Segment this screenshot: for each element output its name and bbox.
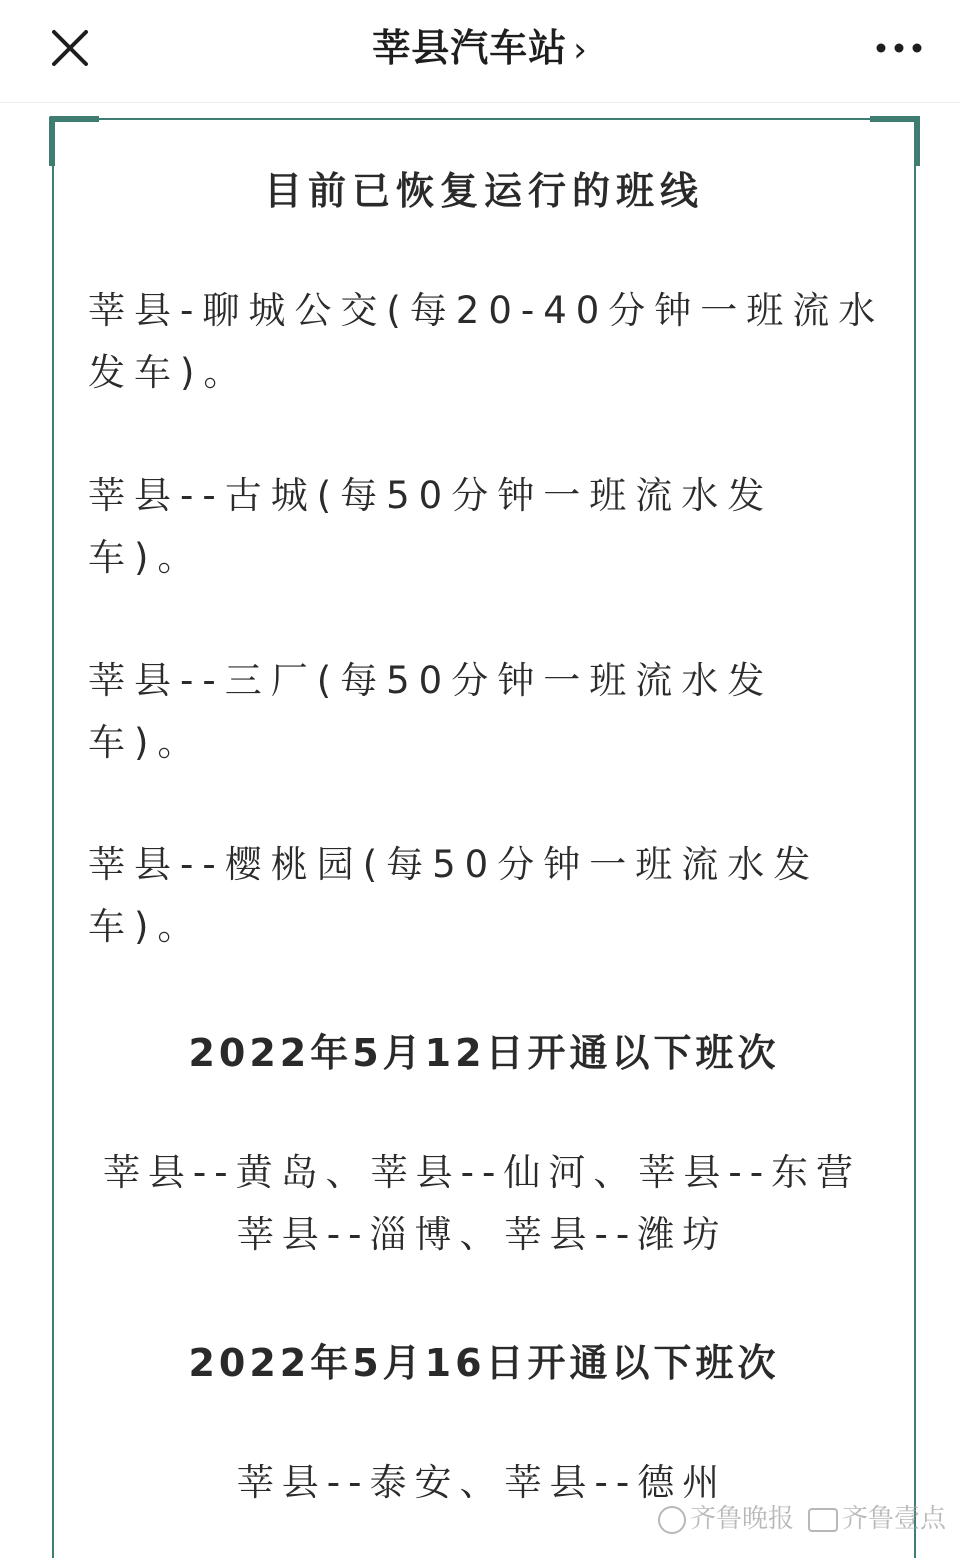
route-item-gucheng: 莘县--古城(每50分钟一班流水发车)。 — [88, 465, 888, 589]
chevron-right-icon: › — [573, 30, 588, 70]
may16-line-1: 莘县--泰安、莘县--德州 — [90, 1452, 874, 1514]
account-title-link[interactable] — [372, 22, 588, 76]
watermark-logo-icon — [658, 1506, 686, 1534]
heading-may16: 2022年5月16日开通以下班次 — [52, 1332, 916, 1387]
route-item-liaocheng: 莘县-聊城公交(每20-40分钟一班流水发车)。 — [88, 280, 888, 404]
watermark-box-icon — [808, 1508, 838, 1532]
heading-running-routes: 目前已恢复运行的班线 — [52, 160, 916, 215]
route-item-yingtaoyuan: 莘县--樱桃园(每50分钟一班流水发车)。 — [88, 834, 888, 958]
page-title: 莘县汽车站 — [372, 26, 567, 70]
route-item-sanchang: 莘县--三厂(每50分钟一班流水发车)。 — [88, 650, 888, 774]
may12-line-2: 莘县--淄博、莘县--潍坊 — [90, 1204, 874, 1266]
heading-may12: 2022年5月12日开通以下班次 — [52, 1022, 916, 1077]
frame-corner-right — [870, 116, 920, 166]
more-options-icon[interactable] — [872, 28, 926, 68]
may12-line-1: 莘县--黄岛、莘县--仙河、莘县--东营 — [90, 1142, 874, 1204]
frame-corner-left — [49, 116, 99, 166]
watermark-left-text: 齐鲁晚报 — [690, 1504, 794, 1534]
title-area — [0, 22, 960, 76]
may12-routes — [90, 1142, 874, 1266]
watermark — [658, 1498, 946, 1535]
watermark-right-text: 齐鲁壹点 — [842, 1504, 946, 1534]
top-nav-bar — [0, 0, 960, 103]
